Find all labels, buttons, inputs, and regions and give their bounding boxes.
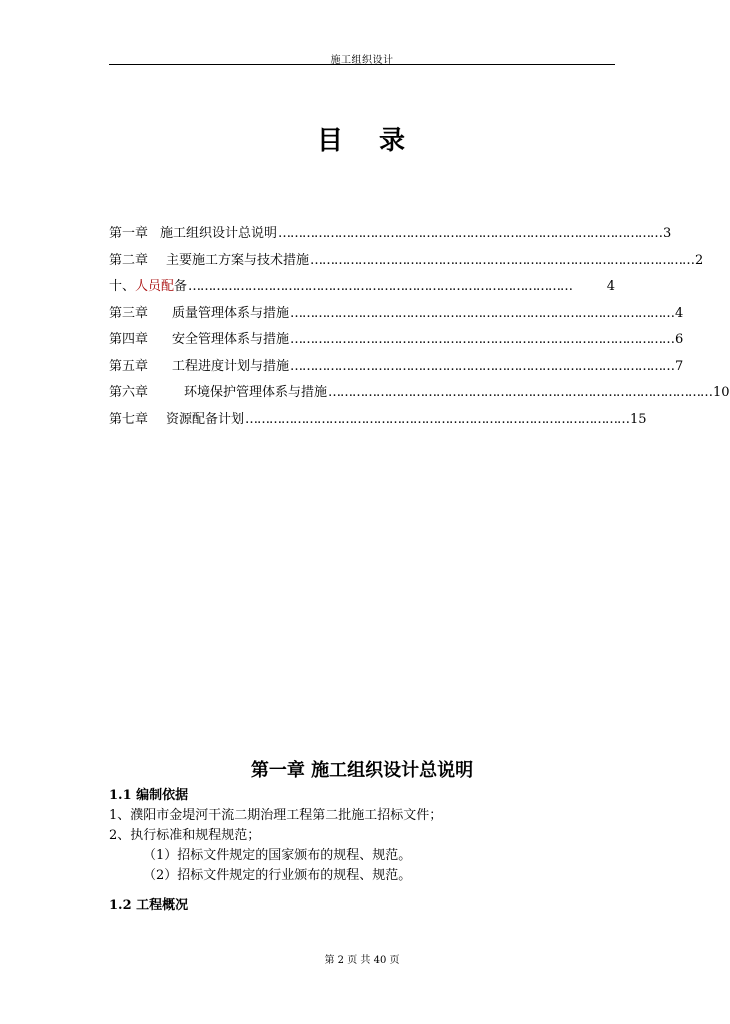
toc-page-number: 2 <box>695 252 704 268</box>
toc-leader-dots: …………………………………………………………………………………… <box>328 385 713 400</box>
toc-chapter: 第三章 <box>109 305 149 321</box>
page-header-text: 施工组织设计 <box>330 55 394 66</box>
toc-entry-4[interactable] <box>109 302 684 329</box>
toc-entry-title: 环境保护管理体系与措施 <box>184 385 328 400</box>
toc-entry-title: 安全管理体系与措施 <box>172 332 290 347</box>
toc-leader-dots: …………………………………………………………………………………… <box>278 226 663 241</box>
section-heading: 1.1 编制依据 <box>109 788 189 803</box>
section-1-2 <box>109 896 615 916</box>
body-line: 2、执行标准和规程规范； <box>109 828 261 843</box>
toc-title-left: 目 <box>316 126 345 156</box>
toc-chapter: 第二章 <box>109 252 149 268</box>
toc-chapter: 第六章 <box>109 385 149 400</box>
toc-chapter: 第一章 <box>109 226 149 241</box>
toc-chapter: 十、 <box>109 279 136 294</box>
header-rule <box>109 64 615 65</box>
toc-chapter: 第五章 <box>109 358 149 374</box>
toc-page-number: 15 <box>630 411 647 427</box>
chapter-1-title: 第一章 施工组织设计总说明 <box>250 760 474 781</box>
toc-entry-title: 施工组织设计总说明 <box>160 226 278 241</box>
toc-leader-dots: …………………………………………………………………………………… <box>290 332 675 347</box>
toc-entry-6[interactable] <box>109 355 684 382</box>
toc-page-number: 6 <box>675 332 684 347</box>
toc-leader-dots: …………………………………………………………………………………… <box>290 305 675 321</box>
toc-title <box>0 120 724 157</box>
toc-leader-dots: …………………………………………………………………………………… <box>188 279 573 294</box>
toc-entry-7[interactable] <box>109 381 730 408</box>
toc-leader-dots: …………………………………………………………………………………… <box>245 411 630 427</box>
toc-entry-3[interactable] <box>109 275 615 302</box>
toc-page-number: 4 <box>606 279 615 294</box>
toc-chapter: 第四章 <box>109 332 149 347</box>
toc-leader-dots: …………………………………………………………………………………… <box>310 252 695 268</box>
toc-entry-title: 主要施工方案与技术措施 <box>166 252 310 268</box>
toc-leader-dots: …………………………………………………………………………………… <box>290 358 675 374</box>
toc-entry-8[interactable] <box>109 408 647 435</box>
toc-chapter: 第七章 <box>109 411 149 427</box>
toc-entry-2[interactable] <box>109 249 704 276</box>
toc-entry-title-red: 人员配 <box>135 279 175 294</box>
toc-entry-title: 备 <box>174 279 188 294</box>
toc-title-right: 录 <box>379 126 408 156</box>
table-of-contents <box>109 222 730 434</box>
body-line: （2）招标文件规定的行业颁布的规程、规范。 <box>143 868 412 883</box>
toc-page-number: 7 <box>675 358 684 374</box>
toc-page-number: 4 <box>675 305 684 321</box>
page-footer: 第 2 页 共 40 页 <box>324 955 400 966</box>
toc-entry-1[interactable] <box>109 222 672 249</box>
toc-entry-title: 质量管理体系与措施 <box>172 305 290 321</box>
section-heading: 1.2 工程概况 <box>109 898 189 913</box>
body-line: （1）招标文件规定的国家颁布的规程、规范。 <box>143 848 412 863</box>
toc-entry-title: 资源配备计划 <box>166 411 245 427</box>
toc-page-number: 10 <box>713 385 730 400</box>
toc-entry-title: 工程进度计划与措施 <box>172 358 290 374</box>
body-line: 1、濮阳市金堤河干流二期治理工程第二批施工招标文件； <box>109 808 443 823</box>
toc-entry-5[interactable] <box>109 328 684 355</box>
toc-page-number: 3 <box>663 226 672 241</box>
section-1-1 <box>109 786 615 886</box>
